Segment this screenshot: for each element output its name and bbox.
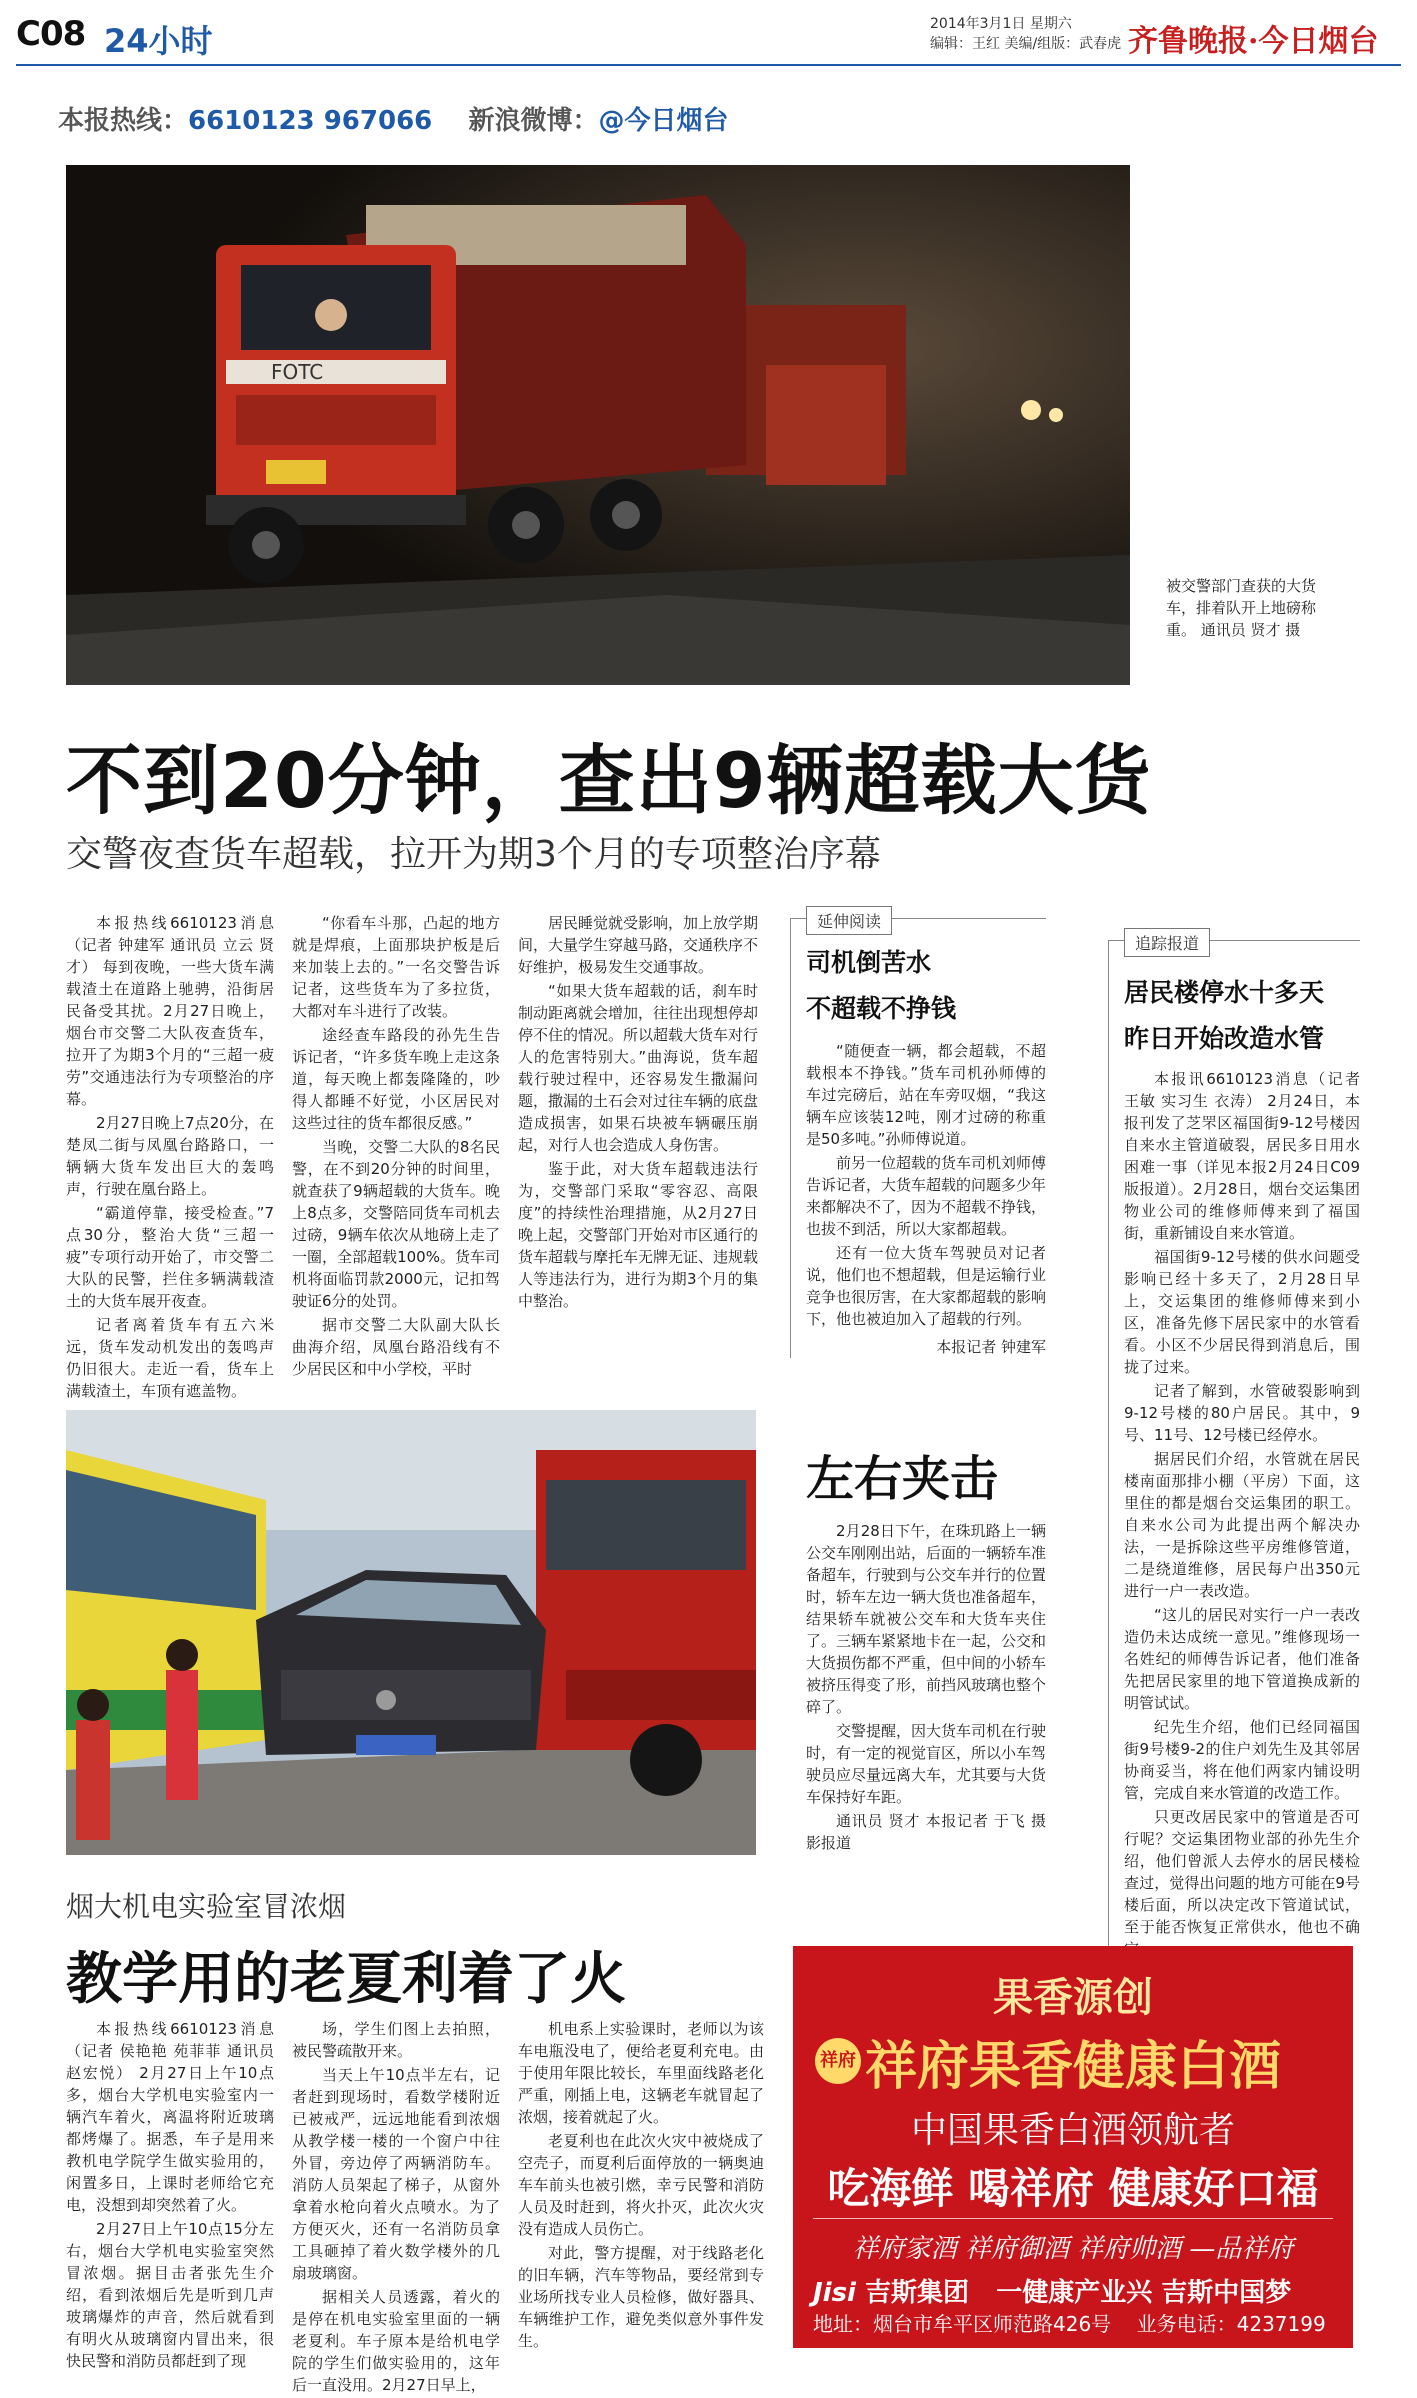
zuoyou-byline: 通讯员 贤才 本报记者 于飞 摄影报道 bbox=[806, 1812, 1046, 1852]
hotline-numbers: 6610123 967066 bbox=[188, 106, 433, 136]
fire-headline: 教学用的老夏利着了火 bbox=[66, 1947, 626, 2012]
paragraph: 2月27日晚上7点20分，在楚凤二街与凤凰台路路口，一辆辆大货车发出巨大的轰鸣声，行驶在凰台路上。 bbox=[66, 1114, 274, 1198]
photo1-caption: 被交警部门查获的大货车，排着队开上地磅称重。 通讯员 贤才 摄 bbox=[1166, 577, 1317, 639]
paragraph: 老夏利也在此次火灾中被烧成了空壳子，而夏利后面停放的一辆奥迪车车前头也被引燃，幸亏民警和消防人员及时赶到，将火扑灭，此次火灾没有造成人员伤亡。 bbox=[518, 2132, 764, 2238]
paragraph: 交警提醒，因大货车司机在行驶时，有一定的视觉盲区，所以小车驾驶员应尽量远离大车，尤其要与大货车保持好车距。 bbox=[806, 1722, 1047, 1806]
editors-line: 编辑：王红 美编/组版：武春虎 bbox=[930, 36, 1122, 52]
accident-illustration bbox=[66, 1410, 756, 1855]
paragraph: 鉴于此，对大货车超载违法行为，交警部门采取“零容忍、高限度”的持续性治理措施，从2月27日晚上起，交警部门开始对市区通行的货车超载与摩托车无牌无证、违规载人等违法行为，进行为期3个月的集中整治。 bbox=[518, 1160, 759, 1310]
xiangfu-logo-seal: 祥府 bbox=[815, 2038, 861, 2084]
zuoyou-title: 左右夹击 bbox=[806, 1451, 999, 1507]
extend-body bbox=[806, 1040, 1046, 1358]
extend-title-2: 不超载不挣钱 bbox=[806, 994, 957, 1023]
company-phone: 业务电话：4237199 bbox=[1136, 2312, 1326, 2336]
extend-title-1: 司机倒苦水 bbox=[806, 948, 932, 977]
paragraph: 据居民们介绍，水管就在居民楼南面那排小棚（平房）下面，这里住的都是烟台交运集团的职工。自来水公司为此提出两个解决办法，一是拆除这些平房维修管道，二是绕道维修，居民每户出350元进行一户一表改造。 bbox=[1124, 1450, 1360, 1600]
paragraph: 当天上午10点半左右，记者赶到现场时，看数学楼附近已被戒严，远远地能看到浓烟从教学楼一楼的一个窗户中往外冒，旁边停了两辆消防车。消防人员架起了梯子，从窗外拿着水枪向着火点喷水。为了方便灭火，还有一名消防员拿工具砸掉了着火数学楼外的几扇玻璃窗。 bbox=[292, 2066, 500, 2282]
paragraph: 记者离着货车有五六米远，货车发动机发出的轰鸣声仍旧很大。走近一看，货车上满载渣土，车顶有遮盖物。 bbox=[66, 1316, 274, 1400]
ad-divider bbox=[813, 2218, 1333, 2219]
paragraph: “这儿的居民对实行一户一表改造仍未达成统一意见。”维修现场一名姓纪的师傅告诉记者，他们准备先把居民家里的地下管道换成新的明管试试。 bbox=[1124, 1606, 1360, 1712]
ad-tagline: 果香源创 bbox=[993, 1974, 1153, 2021]
main-subheadline: 交警夜查货车超载，拉开为期3个月的专项整治序幕 bbox=[66, 834, 881, 875]
paragraph: 只更改居民家中的管道是否可行呢？交运集团物业部的孙先生介绍，他们曾派人去停水的居民楼检查过，觉得出问题的地方可能在9号楼后面，所以决定改下管道试试，至于能否恢复正常供水，他也不确 bbox=[1124, 1808, 1360, 1936]
paragraph: 本报热线6610123消息（记者 钟建军 通讯员 立云 贤才） 每到夜晚，一些大货车满载渣土在道路上驰骋，沿街居民备受其扰。2月27日晚上，烟台市交警二大队夜查货车，拉开了为期3个月的“三超一疲劳”交通违法行为专项整治的序幕。 bbox=[66, 914, 274, 1108]
extend-box-left-border bbox=[790, 918, 791, 1358]
paragraph: “霸道停靠，接受检查。”7点30分，整治大货“三超一疲”专项行动开始了，市交警二大队的民警，拦住多辆满载渣土的大货车展开夜查。 bbox=[66, 1204, 274, 1310]
paragraph: “如果大货车超载的话，刹车时制动距离就会增加，往往出现想停却停不住的情况。所以超载大货车对行人的危害特别大。”曲海说，货车超载行驶过程中，还容易发生撒漏问题，撒漏的土石会对过往车辆的底盘造成损害，如果石块被车辆碾压崩起，对行人也会造成人身伤害。 bbox=[518, 982, 759, 1154]
paragraph: 居民睡觉就受影响，加上放学期间，大量学生穿越马路，交通秩序不好维护，极易发生交通事故。 bbox=[518, 914, 759, 976]
follow-body bbox=[1124, 1068, 1360, 1962]
company-address: 地址：烟台市牟平区师范路426号 bbox=[813, 2312, 1112, 2336]
follow-box-left-border bbox=[1108, 940, 1109, 2050]
paragraph: 据相关人员透露，着火的是停在机电实验室里面的一辆老夏利。车子原本是给机电学院的学生们做实验用的，这年后一直没用。2月27日早上， bbox=[292, 2288, 500, 2394]
hotline-label: 本报热线： bbox=[58, 106, 189, 136]
paragraph: 纪先生介绍，他们已经同福国街9号楼9-2的住户刘先生及其邻居协商妥当，将在他们两家内铺设明管，完成自来水管道的改造工作。 bbox=[1124, 1718, 1360, 1802]
fire-story-col1 bbox=[66, 2018, 274, 2374]
date-line: 2014年3月1日 星期六 bbox=[930, 16, 1072, 32]
paragraph: 当晚，交警二大队的8名民警，在不到20分钟的时间里，就查获了9辆超载的大货车。晚上8点多，交警陪同货车司机去过磅，9辆车依次从地磅上走了一圈，全部超载100%。货车司机将面临罚款2000元，记扣驾驶证6分的处罚。 bbox=[292, 1138, 500, 1310]
paragraph: 本报讯6610123消息（记者 王敏 实习生 衣涛） 2月24日，本报刊发了芝罘区福国街9-12号楼因自来水主管道破裂，居民多日用水困难一事（详见本报2月24日C09版报道）。2月28日，烟台交运集团物业公司的维修师傅来到了福国街，重新铺设自来水管道。 bbox=[1124, 1070, 1360, 1242]
paragraph: 本报热线6610123消息（记者 侯艳艳 苑菲菲 通讯员 赵宏悦） 2月27日上午10点多，烟台大学机电实验室内一辆汽车着火，离温将附近玻璃都烤爆了。据悉，车子是用来教机电学院学生做实验用的，闲置多日，上课时老师给它充电，没想到却突然着了火。 bbox=[66, 2020, 274, 2214]
weibo-label: 新浪微博： bbox=[468, 106, 599, 136]
company-name: 吉斯集团 bbox=[865, 2278, 970, 2308]
weibo-handle: @今日烟台 bbox=[598, 106, 729, 136]
follow-report-tag: 追踪报道 bbox=[1124, 928, 1210, 957]
fire-kicker: 烟大机电实验室冒浓烟 bbox=[66, 1890, 347, 1923]
paragraph: 还有一位大货车驾驶员对记者说，他们也不想超载，但是运输行业竞争也很厉害，在大家都超载的影响下，他也被迫加入了超载的行列。 bbox=[806, 1244, 1047, 1328]
paragraph: 途经查车路段的孙先生告诉记者，“许多货车晚上走这条道，每天晚上都轰隆隆的，吵得人都睡不好觉，小区居民对这些过往的货车都很反感。” bbox=[292, 1026, 500, 1132]
trucks-photo bbox=[66, 165, 1130, 685]
follow-title-2: 昨日开始改造水管 bbox=[1124, 1024, 1325, 1053]
svg-text:FOTC: FOTC bbox=[271, 360, 324, 384]
paragraph: 场，学生们图上去拍照，被民警疏散开来。 bbox=[292, 2020, 500, 2060]
fire-story-col2 bbox=[292, 2018, 500, 2398]
main-story-col1 bbox=[66, 912, 274, 1404]
paragraph: 2月28日下午，在珠玑路上一辆公交车刚刚出站，后面的一辆轿车准备超车，行驶到与公交车并行的位置时，轿车左边一辆大货也准备超车，结果轿车就被公交车和大货车夹住了。三辆车紧紧地卡在一起，公交和大货损伤都不严重，但中间的小轿车被挤压得变了形，前挡风玻璃也整个碎了。 bbox=[806, 1522, 1047, 1716]
ad-product-series: 祥府家酒 祥府御酒 祥府帅酒 —品祥府 bbox=[852, 2234, 1294, 2264]
main-story-col2 bbox=[292, 912, 500, 1382]
paragraph: 机电系上实验课时，老师以为该车电瓶没电了，便给老夏利充电。由于使用年限比较长，车里面线路老化严重，刚插上电，这辆老车就冒起了浓烟，接着就起了火。 bbox=[518, 2020, 764, 2126]
header-divider bbox=[16, 64, 1401, 66]
paragraph: “你看车斗那，凸起的地方就是焊痕，上面那块护板是后来加装上去的。”一名交警告诉记者，这些货车为了多拉货，大都对车斗进行了改装。 bbox=[292, 914, 500, 1020]
follow-title-1: 居民楼停水十多天 bbox=[1124, 978, 1325, 1007]
fire-story-col3 bbox=[518, 2018, 764, 2354]
company-slogan: 一健康产业兴 吉斯中国梦 bbox=[996, 2278, 1292, 2308]
ad-contact-line bbox=[813, 2308, 1326, 2337]
paragraph: 福国街9-12号楼的供水问题受影响已经十多天了，2月28日早上，交运集团的维修师傅来到小区，准备先修下居民家中的水管看看。小区不少居民得到消息后，围拢了过来。 bbox=[1124, 1248, 1360, 1376]
liquor-advertisement bbox=[793, 1946, 1353, 2348]
paragraph: 记者了解到，水管破裂影响到9-12号楼的80户居民。其中，9号、11号、12号楼已经停水。 bbox=[1124, 1382, 1360, 1444]
ad-leader-slogan: 中国果香白酒领航者 bbox=[910, 2110, 1235, 2151]
hotline-bar bbox=[58, 100, 729, 137]
paragraph: 据市交警二大队副大队长曲海介绍，凤凰台路沿线有不少居民区和中小学校，平时 bbox=[292, 1316, 500, 1378]
main-story-col3 bbox=[518, 912, 758, 1314]
newspaper-brand: 齐鲁晚报·今日烟台 bbox=[1128, 24, 1379, 59]
page-number: C08 bbox=[16, 14, 86, 54]
extend-byline: 本报记者 钟建军 bbox=[936, 1338, 1046, 1356]
paragraph: 前另一位超载的货车司机刘师傅告诉记者，大货车超载的问题多少年来都解决不了，因为不超载不挣钱，也拔不到活，所以大家都超载。 bbox=[806, 1154, 1047, 1238]
paragraph: “随便查一辆，都会超载，不超载根本不挣钱。”货车司机孙师傅的车过完磅后，站在车旁叹烟，“我这辆车应该装12吨，刚才过磅的称重是50多吨。”孙师傅说道。 bbox=[806, 1042, 1046, 1148]
ad-product-name: 祥府果香健康白酒 bbox=[864, 2036, 1281, 2097]
main-headline: 不到20分钟，查出9辆超载大货 bbox=[66, 736, 1152, 825]
jisi-logo-text: Jisi bbox=[813, 2278, 856, 2308]
header-meta bbox=[930, 14, 1121, 54]
ad-company-line bbox=[813, 2272, 1291, 2309]
zuoyou-body bbox=[806, 1520, 1046, 1854]
ad-main-slogan: 吃海鲜 喝祥府 健康好口福 bbox=[827, 2164, 1319, 2213]
paragraph: 对此，警方提醒，对于线路老化的旧车辆，汽车等物品，要经常到专业场所找专业人员检修，做好器具、车辆维护工作，避免类似意外事件发生。 bbox=[518, 2244, 764, 2350]
extend-reading-tag: 延伸阅读 bbox=[806, 906, 892, 935]
truck-illustration bbox=[66, 165, 1130, 685]
paragraph: 2月27日上午10点15分左右，烟台大学机电实验室突然冒浓烟。据目击者张先生介绍，看到浓烟后先是听到几声玻璃爆炸的声音，然后就看到有明火从玻璃窗内冒出来，很快民警和消防员都赶到了现 bbox=[66, 2220, 274, 2370]
accident-photo bbox=[66, 1410, 756, 1855]
section-name: 24小时 bbox=[104, 22, 213, 60]
